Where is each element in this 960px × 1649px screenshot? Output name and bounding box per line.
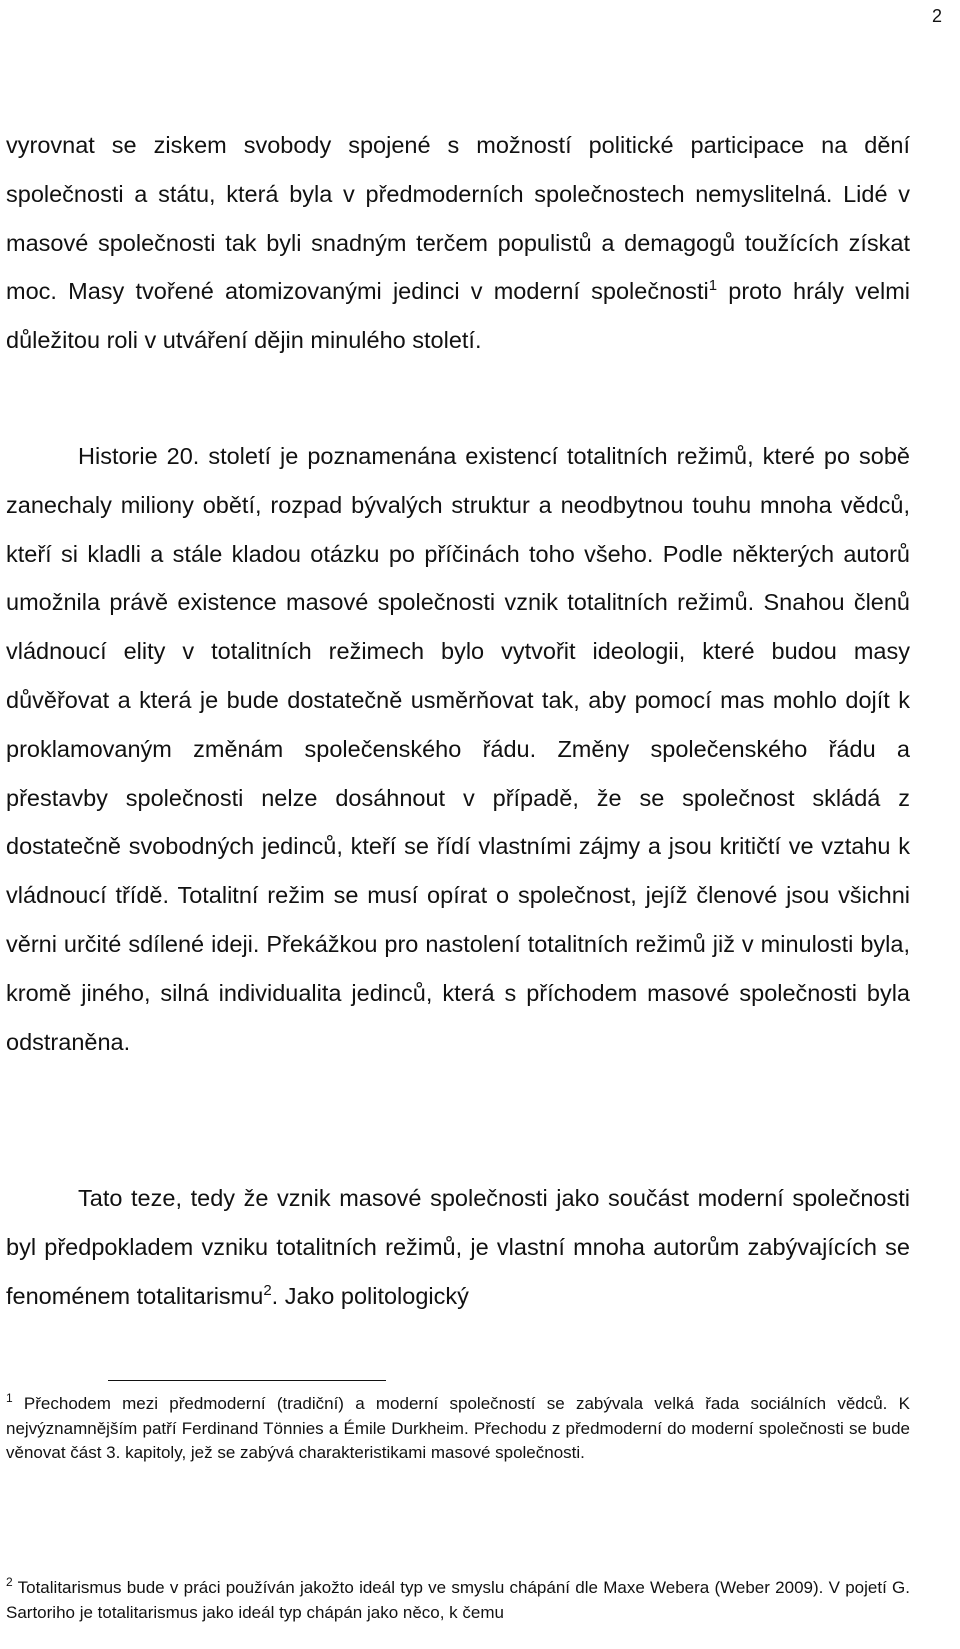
paragraph-3-text-b: . Jako politologický [271, 1282, 469, 1309]
footnote-1-marker: 1 [6, 1391, 13, 1405]
footnote-1-text: Přechodem mezi předmoderní (tradiční) a moderní společností se zabývala velká řada sociálních vědců. K nejvýznamnějším patří Ferdinand Tönnies a Émile Durkheim. Přechodu z předmoderní do moderní společnosti se bude věnovat část 3. kapitoly, jež se zabývá charakteristikami masové společnosti. [6, 1394, 910, 1462]
paragraph-2 [6, 432, 910, 1066]
paragraph-1-text-a: vyrovnat se ziskem svobody spojené s možností politické participace na dění společnosti a státu, která byla v předmoderních společnostech nemyslitelná. Lidé v masové společnosti tak byli snadným terčem populistů a demagogů toužících získat moc. Masy tvořené atomizovanými jedinci v moderní společnosti [6, 132, 910, 305]
footnote-2 [6, 1576, 910, 1625]
footnote-ref-2[interactable]: 2 [263, 1281, 272, 1299]
paragraph-1-text-b: proto hrály velmi důležitou roli v utváření dějin minulého století. [6, 278, 910, 354]
paragraph-1 [6, 121, 910, 365]
footnote-2-marker: 2 [6, 1575, 13, 1589]
paragraph-3 [6, 1174, 910, 1320]
footnote-separator [108, 1380, 386, 1381]
paragraph-2-text: Historie 20. století je poznamenána existencí totalitních režimů, které po sobě zanechaly miliony obětí, rozpad bývalých struktur a neodbytnou touhu mnoha vědců, kteří si kladli a stále kladou otázku po příčinách toho všeho. Podle některých autorů umožnila právě existence masové společnosti vznik totalitních režimů. Snahou členů vládnoucí elity v totalitních režimech bylo vytvořit ideologii, které budou masy důvěřovat a která je bude dostatečně usměrňovat tak, aby pomocí mas mohlo dojít k proklamovaným změnám společenského řádu. Změny společenského řádu a přestavby společnosti nelze dosáhnout v případě, že se společnost skládá z dostatečně svobodných jedinců, kteří se řídí vlastními zájmy a jsou kritičtí ve vztahu k vládnoucí třídě. Totalitní režim se musí opírat o společnost, jejíž členové jsou všichni věrni určité sdílené ideji. Překážkou pro nastolení totalitních režimů již v minulosti byla, kromě jiného, silná individualita jedinců, která s příchodem masové společnosti byla odstraněna. [6, 443, 910, 1055]
footnote-2-text: Totalitarismus bude v práci používán jakožto ideál typ ve smyslu chápání dle Maxe Webera (Weber 2009). V pojetí G. Sartoriho je totalitarismus jako ideál typ chápán jako něco, k čemu [6, 1578, 910, 1622]
page-number: 2 [931, 6, 942, 26]
footnote-ref-1[interactable]: 1 [708, 277, 718, 295]
footnote-1 [6, 1392, 910, 1466]
paragraph-3-text-a: Tato teze, tedy že vznik masové společnosti jako součást moderní společnosti byl předpokladem vzniku totalitních režimů, je vlastní mnoha autorům zabývajících se fenoménem totalitarismu [6, 1185, 910, 1309]
